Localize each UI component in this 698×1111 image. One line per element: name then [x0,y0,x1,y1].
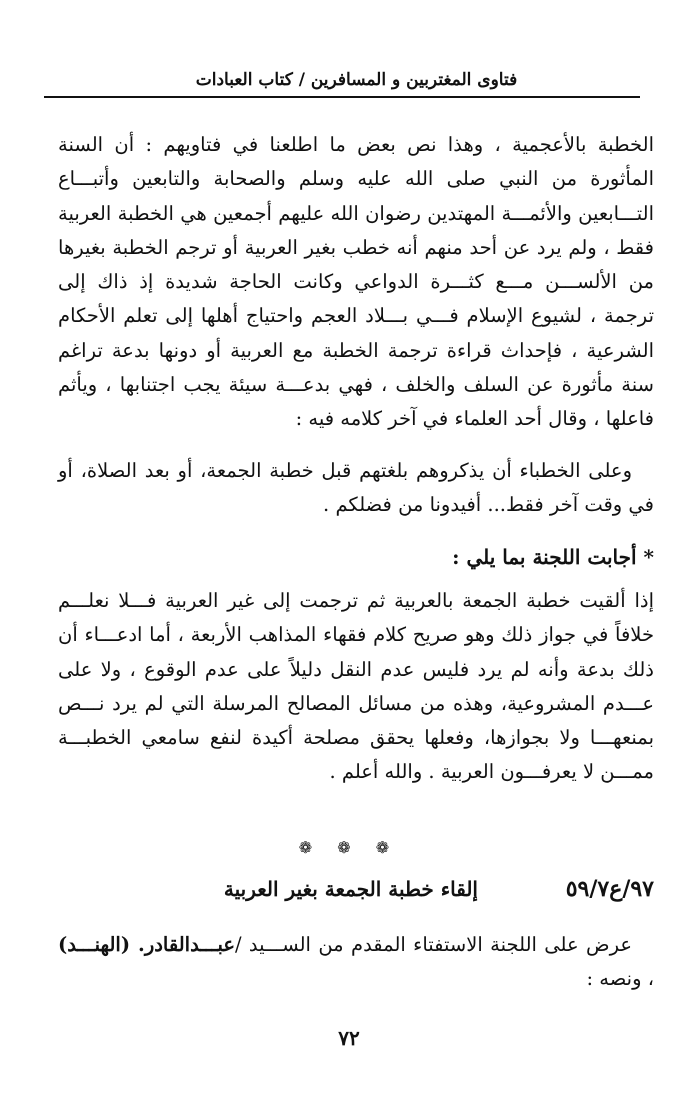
questioner-name: عبـــدالقادر. (الهنـــد) [58,933,235,956]
fatwa-intro [58,928,654,997]
fatwa-title: إلقاء خطبة الجمعة بغير العربية [223,877,478,901]
page-number: ٧٢ [338,1026,360,1050]
ruling-heading: * أجابت اللجنة بما يلي : [452,545,654,569]
paragraph-3: إذا ألقيت خطبة الجمعة بالعربية ثم ترجمت إلى غير العربية فـــلا نعلـــم خلافاً في جواز ذلك وهو صريح كلام فقهاء المذاهب الأربعة ، أما ادعـــاء أن ذلك بدعة وأنه لم يرد فليس عدم النقل دليلاً على عدم الوقوع ، ولا على عـــدم المشروعية، وهذه من مسائل المصالح المرسلة التي لم يرد نـــص بمنعهـــا ولا بجوازها، وفعلها يحقق مصلحة أكيدة لنفع سامعي الخطبـــة ممـــن لا يعرفـــون العربية . والله أعلم . [58,589,654,784]
fatwa-number: ٩٧/ع٥٩/٧ [565,876,654,902]
paragraph-2: وعلى الخطباء أن يذكروهم بلغتهم قبل خطبة الجمعة، أو بعد الصلاة، أو في وقت آخر فقط... أفيدونا من فضلكم . [58,459,654,517]
paragraph-1: الخطبة بالأعجمية ، وهذا نص بعض ما اطلعنا في فتاويهم : أن السنة المأثورة من النبي صلى الله عليه وسلم والصحابة والتابعين وأتبـــاع التـــابعين والأئمـــة المهتدين رضوان الله عليهم أجمعين هي الخطبة العربية فقط ، ولم يرد عن أحد منهم أنه خطب بغير العربية أو ترجم الخطبة بغيرها من الألســـن مـــع كثـــرة الدواعي وكانت الحاجة شديدة إذ ذاك إلى ترجمة ، لشيوع الإسلام فـــي بـــلاد العجم واحتياج أهلها إلى تعلم الأحكام الشرعية ، فإحداث قراءة ترجمة الخطبة مع العربية أو دونها بدعة تراغم سنة مأثورة عن السلف والخلف ، فهي بدعـــة سيئة يجب اجتنابها ، ويأثم فاعلها ، وقال أحد العلماء في آخر كلامه فيه : [58,133,654,431]
fatwa-intro-after: ، ونصه : [586,967,654,991]
section-divider: ❁ ❁ ❁ [298,838,400,857]
running-header: فتاوى المغتربين و المسافرين / كتاب العبادات [195,70,518,90]
header-rule [44,96,640,98]
fatwa-intro-before: عرض على اللجنة الاستفتاء المقدم من الســـيد / [234,933,632,956]
